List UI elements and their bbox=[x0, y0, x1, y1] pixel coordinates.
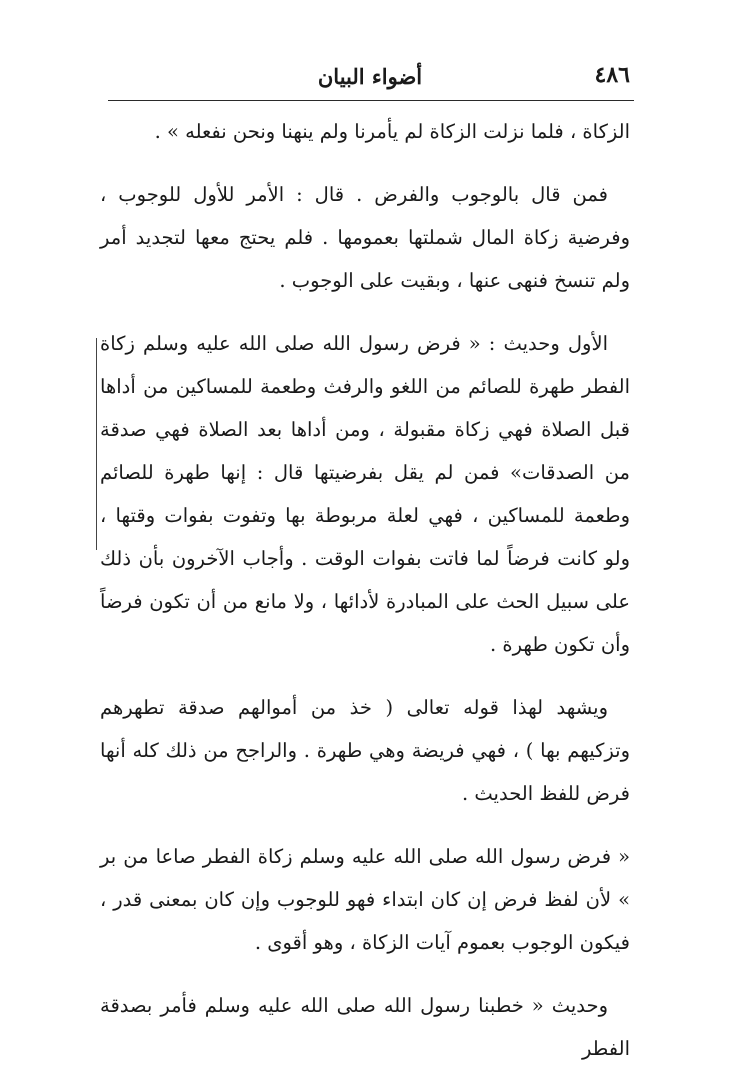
page-number: ٤٨٦ bbox=[594, 62, 630, 88]
header-divider bbox=[108, 100, 634, 101]
running-head bbox=[110, 62, 630, 94]
body-text bbox=[100, 110, 630, 1090]
book-title: أضواء البيان bbox=[317, 64, 423, 89]
paragraph: « فرض رسول الله صلى الله عليه وسلم زكاة الفطر صاعا من بر » لأن لفظ فرض إن كان ابتداء فهو للوجوب وإن كان بمعنى قدر ، فيكون الوجوب بعموم آيات الزكاة ، وهو أقوى . bbox=[100, 845, 630, 954]
margin-line bbox=[96, 338, 97, 550]
paragraph: فمن قال بالوجوب والفرض . قال : الأمر للأول للوجوب ، وفرضية زكاة المال شملتها بعمومها . فلم يحتج معها لتجديد أمر ولم تنسخ فنهى عنها ، وبقيت على الوجوب . bbox=[100, 183, 630, 292]
paragraph: ويشهد لهذا قوله تعالى ( خذ من أموالهم صدقة تطهرهم وتزكيهم بها ) ، فهي فريضة وهي طهرة . والراجح من ذلك كله أنها فرض للفظ الحديث . bbox=[100, 696, 630, 805]
paragraph: الزكاة ، فلما نزلت الزكاة لم يأمرنا ولم ينهنا ونحن نفعله » . bbox=[154, 120, 630, 143]
paragraph: الأول وحديث : « فرض رسول الله صلى الله عليه وسلم زكاة الفطر طهرة للصائم من اللغو والرفث وطعمة للمساكين من أداها قبل الصلاة فهي زكاة مقبولة ، ومن أداها بعد الصلاة فهي صدقة من الصدقات» فمن لم يقل بفرضيتها قال : إنها طهرة للصائم وطعمة للمساكين ، فهي لعلة مربوطة بها وتفوت بفوات وقتها ، ولو كانت فرضاً لما فاتت بفوات الوقت . وأجاب الآخرون بأن ذلك على سبيل الحث على المبادرة لأدائها ، ولا مانع من أن تكون فرضاً وأن تكون طهرة . bbox=[100, 332, 630, 656]
paragraph: وحديث « خطبنا رسول الله صلى الله عليه وسلم فأمر بصدقة الفطر bbox=[100, 994, 630, 1060]
